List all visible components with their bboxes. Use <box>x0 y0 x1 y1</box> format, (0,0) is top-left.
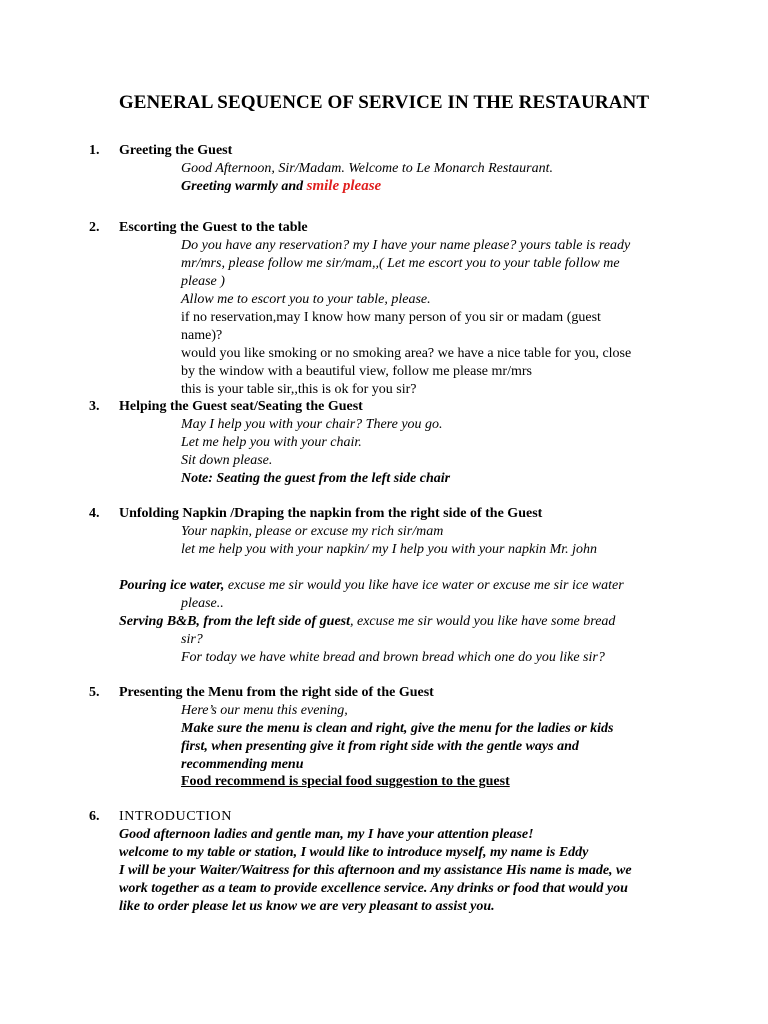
greeting-warmly-text: Greeting warmly and <box>181 179 307 194</box>
section-4-line-1: Your napkin, please or excuse my rich sir/mam <box>181 524 444 539</box>
section-4-number: 4. <box>89 506 100 521</box>
section-3-note: Note: Seating the guest from the left side chair <box>181 471 451 486</box>
pouring-ice-water-line <box>119 577 624 594</box>
page-title: GENERAL SEQUENCE OF SERVICE IN THE RESTAURANT <box>118 92 650 113</box>
serving-bread-line-3: For today we have white bread and brown bread which one do you like sir? <box>181 650 605 665</box>
serving-bread-line <box>119 613 615 630</box>
section-2-line-5: if no reservation,may I know how many person of you sir or madam (guest <box>181 310 601 325</box>
serving-bread-label: Serving B&B, from the left side of guest <box>119 614 350 629</box>
section-5-line-3: first, when presenting give it from right side with the gentle ways and <box>181 739 579 754</box>
section-1-heading: Greeting the Guest <box>119 143 233 158</box>
section-2-line-1: Do you have any reservation? my I have your name please? yours table is ready <box>181 238 631 253</box>
section-1-number: 1. <box>89 143 100 158</box>
section-5-number: 5. <box>89 685 100 700</box>
section-6-line-1: Good afternoon ladies and gentle man, my I have your attention please! <box>119 827 534 842</box>
section-2-line-7: would you like smoking or no smoking area? we have a nice table for you, close <box>181 346 632 361</box>
section-5-line-5: Food recommend is special food suggestion to the guest <box>181 774 510 789</box>
section-2-number: 2. <box>89 220 100 235</box>
pouring-ice-water-text: excuse me sir would you like have ice water or excuse me sir ice water <box>224 578 624 593</box>
section-6-line-5: like to order please let us know we are very pleasant to assist you. <box>119 899 495 914</box>
section-2-line-4: Allow me to escort you to your table, please. <box>181 292 431 307</box>
section-5-line-1: Here’s our menu this evening, <box>181 703 348 718</box>
section-6-line-4: work together as a team to provide excellence service. Any drinks or food that would you <box>119 881 628 896</box>
section-5-heading: Presenting the Menu from the right side of the Guest <box>119 685 434 700</box>
section-3-line-3: Sit down please. <box>181 453 273 468</box>
section-3-line-2: Let me help you with your chair. <box>181 435 362 450</box>
serving-bread-continuation: sir? <box>181 632 203 647</box>
section-6-number: 6. <box>89 809 100 824</box>
section-4-line-2: let me help you with your napkin/ my I help you with your napkin Mr. john <box>181 542 598 557</box>
pouring-ice-water-label: Pouring ice water, <box>119 578 225 593</box>
serving-bread-text: , excuse me sir would you like have some bread <box>350 614 616 629</box>
section-2-line-8: by the window with a beautiful view, follow me please mr/mrs <box>181 364 532 379</box>
section-5-line-2: Make sure the menu is clean and right, give the menu for the ladies or kids <box>181 721 614 736</box>
section-6-line-3: I will be your Waiter/Waitress for this afternoon and my assistance His name is made, we <box>119 863 632 878</box>
section-2-line-6: name)? <box>181 328 223 343</box>
section-3-heading: Helping the Guest seat/Seating the Guest <box>119 399 363 414</box>
section-2-line-9: this is your table sir,,this is ok for you sir? <box>181 382 417 397</box>
section-1-line-1: Good Afternoon, Sir/Madam. Welcome to Le Monarch Restaurant. <box>181 161 554 176</box>
section-5-line-4: recommending menu <box>181 757 304 772</box>
section-3-number: 3. <box>89 399 100 414</box>
pouring-ice-water-continuation: please.. <box>181 596 224 611</box>
section-2-heading: Escorting the Guest to the table <box>119 220 308 235</box>
section-4-heading: Unfolding Napkin /Draping the napkin from the right side of the Guest <box>119 506 543 521</box>
section-1-line-2 <box>181 178 381 195</box>
section-6-heading: INTRODUCTION <box>119 809 232 824</box>
smile-please-text: smile please <box>306 178 382 194</box>
section-2-line-3: please ) <box>181 274 225 289</box>
section-3-line-1: May I help you with your chair? There you go. <box>181 417 443 432</box>
section-6-line-2: welcome to my table or station, I would like to introduce myself, my name is Eddy <box>119 845 589 860</box>
section-2-line-2: mr/mrs, please follow me sir/mam,,( Let me escort you to your table follow me <box>181 256 620 271</box>
